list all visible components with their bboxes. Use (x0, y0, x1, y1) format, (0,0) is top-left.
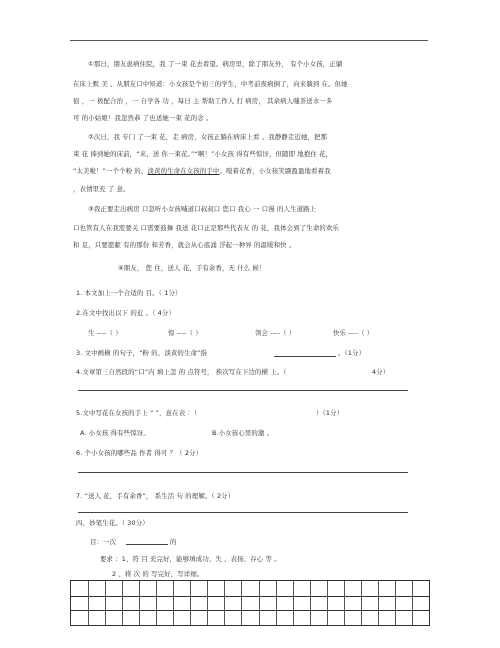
grid-cell-divider (327, 581, 328, 625)
passage-p1-line1: ①那日，朋友患病住院，我 了一束 花去看望。病房里，除了朋友外， 有个小女孩，正躺 (88, 60, 343, 68)
question-4-answer-line[interactable] (78, 390, 408, 391)
question-1: 1. 本文加上一个合适的 目。（ 1分） (76, 289, 182, 297)
question-2-word-2: 惊 ----（ ） (168, 329, 202, 337)
question-2-word-3: 领会 ----（ ） (255, 329, 296, 337)
grid-cell-divider (241, 581, 242, 625)
passage-p2-line3-post: 。嗅着花香，小女孩笑靥盈盈地看着我 (219, 167, 331, 175)
grid-cell-divider (395, 581, 396, 625)
passage-p1-line4: 可 的小姑娘！我忽然恭 了也送她一束 花的念 。 (73, 114, 213, 122)
grid-cell-divider (156, 581, 157, 625)
grid-cell-divider (190, 581, 191, 625)
section-4-heading: 四、妙笔生花。（ 30分） (76, 519, 149, 527)
passage-p1-line2: 在床上默 美 。从朋友口中知道：小女孩是个初三的学生，中考前夜病倒了，向来躺到 在。但她 (73, 80, 348, 88)
grid-cell-divider (207, 581, 208, 625)
grid-cell-divider (88, 581, 89, 625)
question-4-score: 4分） (372, 368, 390, 376)
question-5: 5.文中写花在女孩的手上 “ ”，意在表 ：（ (76, 409, 198, 417)
grid-row-line (71, 596, 429, 597)
question-6-answer-line[interactable] (78, 472, 408, 473)
composition-title-blank[interactable] (126, 544, 168, 545)
grid-cell-divider (259, 581, 260, 625)
question-3-answer-blank[interactable] (274, 356, 336, 357)
grid-cell-divider (105, 581, 106, 625)
grid-cell-divider (344, 581, 345, 625)
grid-cell-divider (412, 581, 413, 625)
question-2: 2.在文中找出以下 的近 。（ 4分） (76, 309, 175, 317)
grid-row-line (71, 610, 429, 611)
question-3: 3. 文中画横 的句子，“粉 的、淡黄的生命”指 (76, 349, 208, 357)
question-6: 6. 个小女孩的哪些品 作者 得可 ？（ 2分） (76, 449, 203, 457)
passage-p2-line3 (73, 167, 331, 175)
composition-requirement-2: 2 、将 次 的 写完好，写详细。 (112, 570, 204, 578)
grid-cell-divider (122, 581, 123, 625)
question-2-word-1: 生 ----（ ） (88, 329, 122, 337)
grid-cell-divider (224, 581, 225, 625)
composition-title-pre: 目：一次 (90, 538, 117, 546)
passage-p2-line1: ②次日，我 专门 了一束 花，走 病房，女孩正躺在病床上看 。我静静走近她，把那 (88, 133, 328, 141)
grid-cell-divider (276, 581, 277, 625)
underlined-sentence: 淡黄的生命在女孩的手中 (147, 167, 220, 175)
passage-p4: ④朋友， 您 住，送人 花，手有余香，无 什么 候！ (118, 264, 266, 272)
question-7-answer-line[interactable] (78, 512, 408, 513)
grid-cell-divider (139, 581, 140, 625)
top-rule (70, 40, 428, 41)
grid-cell-divider (378, 581, 379, 625)
passage-p1-line3: 很 ，一 极配合治 ，一 自学各 功 ，每日 主 帮助工作人 打 病房， 其余病人嗤茶送水一多 (73, 97, 333, 105)
composition-title-post: 的 (170, 538, 177, 546)
passage-p2-line3-pre: “太美啦！”一个个粉 的、 (73, 167, 148, 175)
passage-p3-line1: ③我正要走出病房 口忽听小女孩喊道口叔叔口 您口 我心 一 口漫 的人生道路上 (88, 205, 317, 213)
writing-grid[interactable] (70, 580, 430, 626)
question-4: 4.文章第三自然段的“口”内 填上怎 的 点符号， 挨次写在下边的横 上。（ (76, 368, 287, 376)
question-2-word-4: 快乐 ----（ ） (333, 329, 374, 337)
passage-p2-line4: ，表情里充 了 意。 (73, 185, 130, 193)
question-3-score: 。（1分） (338, 349, 366, 357)
grid-cell-divider (173, 581, 174, 625)
grid-cell-divider (361, 581, 362, 625)
passage-p3-line3: 和 足，只要愿献 有的那份 和芳香，就会从心底涌 浮起一种异 的温暖和快 。 (73, 241, 296, 249)
composition-requirement-1: 要求 ：1、符 目 充完好，能够填成功、失 、表扬、存心 等 。 (100, 555, 281, 563)
grid-cell-divider (293, 581, 294, 625)
question-7: 7. “送人 花，手有余香”， 系生活 句 的理解。（ 2分） (76, 492, 235, 500)
question-5-option-a[interactable]: A. 小女孩 得有些惊讶。 (80, 429, 150, 437)
question-5-score: ）（1分） (316, 409, 344, 417)
question-5-option-b[interactable]: B.小女孩心里的激 。 (212, 429, 274, 437)
passage-p2-line2: 束 花 捧到她的床前，“来，送 你一束花。”“啊！”小女孩 得有些惊讶，但随即 地抱住 花， (73, 150, 333, 158)
passage-p3-line2: 口也管有人在我需要关 口需要鼓舞 我送 花口正是那些代表友 的 花，我体会到了生命的欢乐 (73, 224, 339, 232)
grid-cell-divider (310, 581, 311, 625)
